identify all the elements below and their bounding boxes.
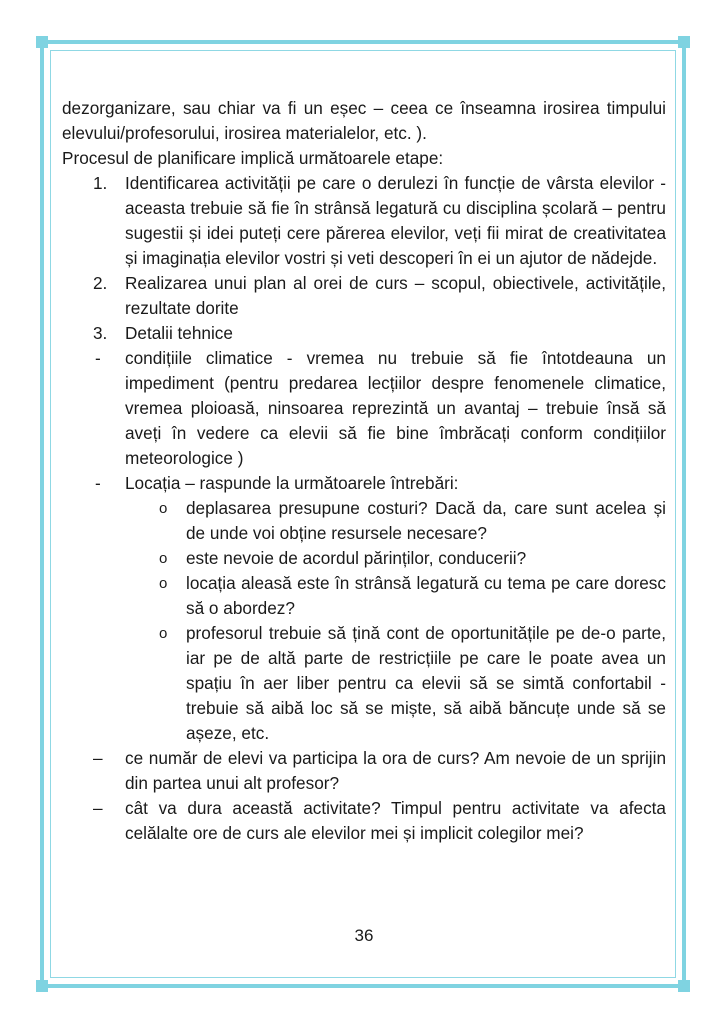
numbered-item-3 [62, 321, 666, 346]
circle-bullet: o [159, 500, 168, 517]
list-item-text: Locația – raspunde la următoarele întrebări: [125, 473, 459, 493]
circle-bullet: o [159, 625, 168, 642]
list-item-text: Realizarea unui plan al orei de curs – scopul, obiectivele, activitățile, rezultate dorite [125, 273, 666, 318]
sub-item-3 [62, 571, 666, 621]
list-item-text: este nevoie de acordul părinților, conducerii? [186, 548, 527, 568]
corner-ornament-tl [36, 36, 48, 48]
planning-intro: Procesul de planificare implică următoarele etape: [62, 148, 444, 168]
list-item-text: Detalii tehnice [125, 323, 233, 343]
corner-ornament-bl [36, 980, 48, 992]
sub-item-2 [62, 546, 666, 571]
document-body [62, 96, 666, 846]
dash-item-duration [62, 796, 666, 846]
corner-ornament-tr [678, 36, 690, 48]
sub-item-1 [62, 496, 666, 546]
list-marker: – [93, 748, 103, 768]
list-marker: 3. [93, 323, 108, 343]
list-marker: 2. [93, 273, 108, 293]
list-item-text: profesorul trebuie să țină cont de oportunitățile pe de-o parte, iar pe de altă parte de restricțiile pe care le poate avea un spațiu în aer liber pentru ca elevii să se simtă confortabil - trebuie să aibă loc să se miște, să aibă băncuțe unde să se așeze, etc. [186, 623, 666, 743]
dash-item-location [62, 471, 666, 496]
list-item-text: ce număr de elevi va participa la ora de curs? Am nevoie de un sprijin din partea unui alt profesor? [125, 748, 666, 793]
numbered-item-2 [62, 271, 666, 321]
dash-item-climate [62, 346, 666, 471]
corner-ornament-br [678, 980, 690, 992]
circle-bullet: o [159, 550, 168, 567]
sub-item-4 [62, 621, 666, 746]
numbered-item-1 [62, 171, 666, 271]
dash-item-students [62, 746, 666, 796]
circle-bullet: o [159, 575, 168, 592]
list-item-text: condițiile climatice - vremea nu trebuie să fie întotdeauna un impediment (pentru predarea lecțiilor despre fenomenele climatice, vremea ploioasă, ninsoarea reprezintă un avantaj – trebuie însă să aveți în vedere ca elevii să fie bine îmbrăcați conform condițiilor meteorologice ) [125, 348, 666, 468]
page-number: 36 [354, 926, 374, 945]
list-item-text: Identificarea activității pe care o derulezi în funcție de vârsta elevilor - aceasta trebuie să fie în strânsă legatură cu disciplina școlară – pentru sugestii și idei puteți cere părerea elevilor, veți fii mirat de creativitatea și imaginația elevilor vostri și veti descoperi în ei un ajutor de nădejde. [125, 173, 666, 268]
list-item-text: deplasarea presupune costuri? Dacă da, care sunt acelea și de unde voi obține resursele necesare? [186, 498, 666, 543]
list-marker: - [95, 473, 101, 493]
list-marker: - [95, 348, 101, 368]
list-item-text: cât va dura această activitate? Timpul pentru activitate va afecta celălalte ore de curs ale elevilor mei și implicit colegilor mei? [125, 798, 666, 843]
list-item-text: locația aleasă este în strânsă legatură cu tema pe care doresc să o abordez? [186, 573, 666, 618]
list-marker: 1. [93, 173, 108, 193]
list-marker: – [93, 798, 103, 818]
intro-paragraph: dezorganizare, sau chiar va fi un eșec – ceea ce înseamna irosirea timpului elevului/profesorului, irosirea materialelor, etc. ). [62, 98, 666, 143]
